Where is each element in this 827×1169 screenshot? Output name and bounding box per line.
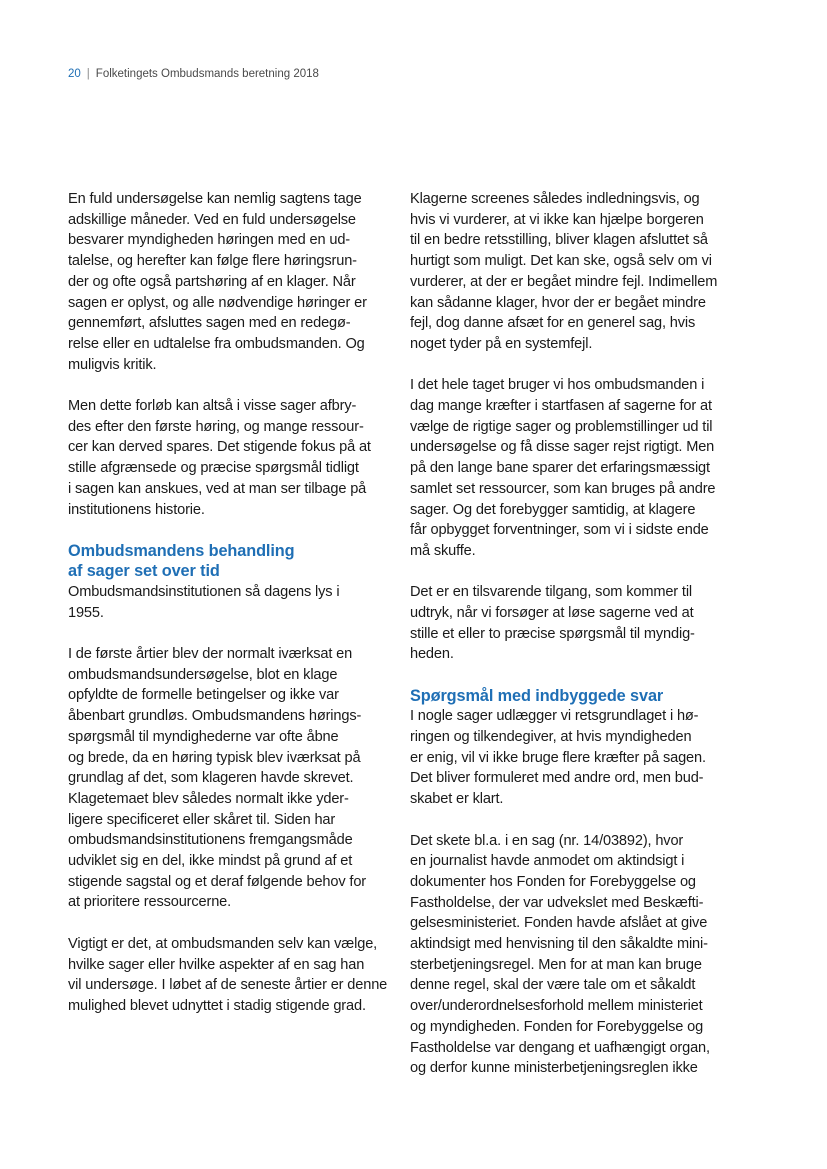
- text-line: fejl, dog danne afsæt for en generel sag, hvis: [410, 315, 696, 332]
- right-paragraph-5: [410, 831, 732, 1079]
- header-separator: |: [86, 68, 90, 80]
- text-line: En fuld undersøgelse kan nemlig sagtens tage: [68, 191, 362, 207]
- text-line: sagen er oplyst, og alle nødvendige høringer er: [68, 294, 367, 311]
- text-line: grundlag af det, som klageren havde skrevet.: [68, 770, 354, 787]
- text-line: ringen og tilkendegiver, at hvis myndigheden: [410, 729, 692, 746]
- text-line: samlet set ressourcer, som kan bruges på andre: [410, 480, 716, 497]
- left-paragraph-5: [68, 934, 390, 1017]
- text-line: og derfor kunne ministerbetjeningsreglen ikke: [410, 1060, 698, 1077]
- text-line: at prioritere ressourcerne.: [68, 894, 232, 911]
- text-line: Det bliver formuleret med andre ord, men bud-: [410, 770, 704, 787]
- section-heading-history: [68, 541, 390, 582]
- text-line: hvilke sager eller hvilke aspekter af en sag han: [68, 956, 365, 973]
- text-line: der og ofte også partshøring af en klager. Når: [68, 273, 356, 290]
- text-line: dokumenter hos Fonden for Forebyggelse og: [410, 873, 696, 890]
- text-line: stille et eller to præcise spørgsmål til myndig-: [410, 625, 695, 642]
- left-paragraph-4: [68, 644, 390, 913]
- text-line: I de første årtier blev der normalt iværksat en: [68, 646, 353, 663]
- text-line: dag mange kræfter i startfasen af sagerne for at: [410, 398, 712, 415]
- text-line: Klagerne screenes således indledningsvis, og: [410, 191, 700, 207]
- text-line: vil undersøge. I løbet af de seneste årtier er denne: [68, 977, 388, 994]
- text-line: gennemført, afsluttes sagen med en redegø-: [68, 315, 351, 332]
- text-line: ombudsmandsundersøgelse, blot en klage: [68, 666, 338, 683]
- text-line: og brede, da en høring typisk blev iværksat på: [68, 749, 361, 766]
- text-line: opfyldte de formelle betingelser og ikke var: [68, 687, 339, 704]
- text-line: Fastholdelse, der var udvekslet med Beskæfti-: [410, 894, 704, 911]
- text-line: Klagetemaet blev således normalt ikke yder-: [68, 790, 349, 807]
- text-line: på den lange bane sparer det erfaringsmæssigt: [410, 460, 710, 477]
- heading-line: Spørgsmål med indbyggede svar: [410, 686, 664, 705]
- text-line: spørgsmål til myndighederne var ofte åbne: [68, 728, 339, 745]
- text-line: des efter den første høring, og mange ressour-: [68, 418, 364, 435]
- text-line: vurderer, at der er begået mindre fejl. Indimellem: [410, 273, 718, 290]
- text-line: er enig, vil vi ikke bruge flere kræfter på sagen.: [410, 749, 706, 766]
- heading-line: af sager set over tid: [68, 562, 220, 581]
- right-paragraph-3: [410, 582, 732, 665]
- text-line: I nogle sager udlægger vi retsgrundlaget i hø-: [410, 708, 699, 725]
- text-line: undersøgelse og få disse sager rejst rigtigt. Men: [410, 439, 715, 456]
- text-line: denne regel, skal der være tale om et såkaldt: [410, 977, 696, 994]
- text-line: talelse, og herefter kan følge flere høringsrun-: [68, 253, 357, 270]
- text-line: hvis vi vurderer, at vi ikke kan hjælpe borgeren: [410, 211, 704, 228]
- text-line: får opbygget forventninger, som vi i sidste ende: [410, 522, 709, 539]
- text-line: skabet er klart.: [410, 791, 504, 808]
- publication-title: Folketingets Ombudsmands beretning 2018: [95, 68, 319, 80]
- text-line: relse eller en udtalelse fra ombudsmanden. Og: [68, 335, 365, 352]
- right-paragraph-2: [410, 375, 732, 561]
- text-line: ombudsmandsinstitutionens fremgangsmåde: [68, 832, 353, 849]
- section-heading-built-in-answers: [410, 686, 732, 707]
- text-line: mulighed blevet udnyttet i stadig stigende grad.: [68, 997, 366, 1014]
- text-line: udviklet sig en del, ikke mindst på grund af et: [68, 853, 353, 870]
- text-line: og myndigheden. Fonden for Forebyggelse og: [410, 1018, 704, 1035]
- text-line: sager. Og det forebygger samtidig, at klagere: [410, 501, 696, 518]
- text-line: vælge de rigtige sager og problemstillinger ud til: [410, 418, 713, 435]
- text-line: udtryk, når vi forsøger at løse sagerne ved at: [410, 605, 694, 622]
- left-paragraph-1: [68, 189, 390, 375]
- right-paragraph-1: [410, 189, 732, 355]
- text-line: besvarer myndigheden høringen med en ud-: [68, 232, 350, 249]
- text-line: Fastholdelse var dengang et uafhængigt organ,: [410, 1039, 710, 1056]
- text-line: 1955.: [68, 604, 104, 621]
- text-line: sterbetjeningsregel. Men for at man kan bruge: [410, 956, 702, 973]
- text-line: Det skete bl.a. i en sag (nr. 14/03892), hvor: [410, 832, 684, 849]
- text-line: Ombudsmandsinstitutionen så dagens lys i: [68, 583, 340, 600]
- text-line: stille afgrænsede og præcise spørgsmål tidligt: [68, 460, 359, 477]
- text-line: I det hele taget bruger vi hos ombudsmanden i: [410, 377, 705, 394]
- text-line: Men dette forløb kan altså i visse sager afbry-: [68, 398, 357, 415]
- text-line: over/underordnelsesforhold mellem ministeriet: [410, 998, 703, 1015]
- text-line: stigende sagstal og et deraf følgende behov for: [68, 873, 367, 890]
- left-column: [68, 189, 390, 1017]
- right-paragraph-4: [410, 706, 732, 810]
- left-paragraph-3: [68, 582, 390, 623]
- text-line: Vigtigt er det, at ombudsmanden selv kan vælge,: [68, 935, 378, 952]
- running-header: [68, 66, 319, 82]
- heading-line: Ombudsmandens behandling: [68, 541, 295, 560]
- text-line: gelsesministeriet. Fonden havde afslået at give: [410, 915, 708, 932]
- text-line: adskillige måneder. Ved en fuld undersøgelse: [68, 211, 356, 228]
- text-line: noget tyder på en systemfejl.: [410, 335, 593, 352]
- text-line: institutionens historie.: [68, 501, 205, 518]
- page-number: 20: [68, 68, 81, 80]
- right-column: [410, 189, 732, 1079]
- left-paragraph-2: [68, 396, 390, 520]
- text-line: må skuffe.: [410, 542, 476, 559]
- text-line: cer kan derved spares. Det stigende fokus på at: [68, 439, 371, 456]
- text-line: heden.: [410, 646, 454, 663]
- text-line: Det er en tilsvarende tilgang, som kommer til: [410, 584, 692, 601]
- text-line: hurtigt som muligt. Det kan ske, også selv om vi: [410, 253, 712, 270]
- text-line: aktindsigt med henvisning til den såkaldte mini-: [410, 936, 708, 953]
- text-line: kan sådanne klager, hvor der er begået mindre: [410, 294, 706, 311]
- text-line: til en bedre retsstilling, bliver klagen afsluttet så: [410, 232, 708, 249]
- text-line: ligere specificeret eller skåret til. Siden har: [68, 811, 336, 828]
- text-line: i sagen kan anskues, ved at man ser tilbage på: [68, 480, 367, 497]
- text-line: en journalist havde anmodet om aktindsigt i: [410, 853, 685, 870]
- text-line: muligvis kritik.: [68, 356, 157, 373]
- text-line: åbenbart grundløs. Ombudsmandens hørings-: [68, 708, 362, 725]
